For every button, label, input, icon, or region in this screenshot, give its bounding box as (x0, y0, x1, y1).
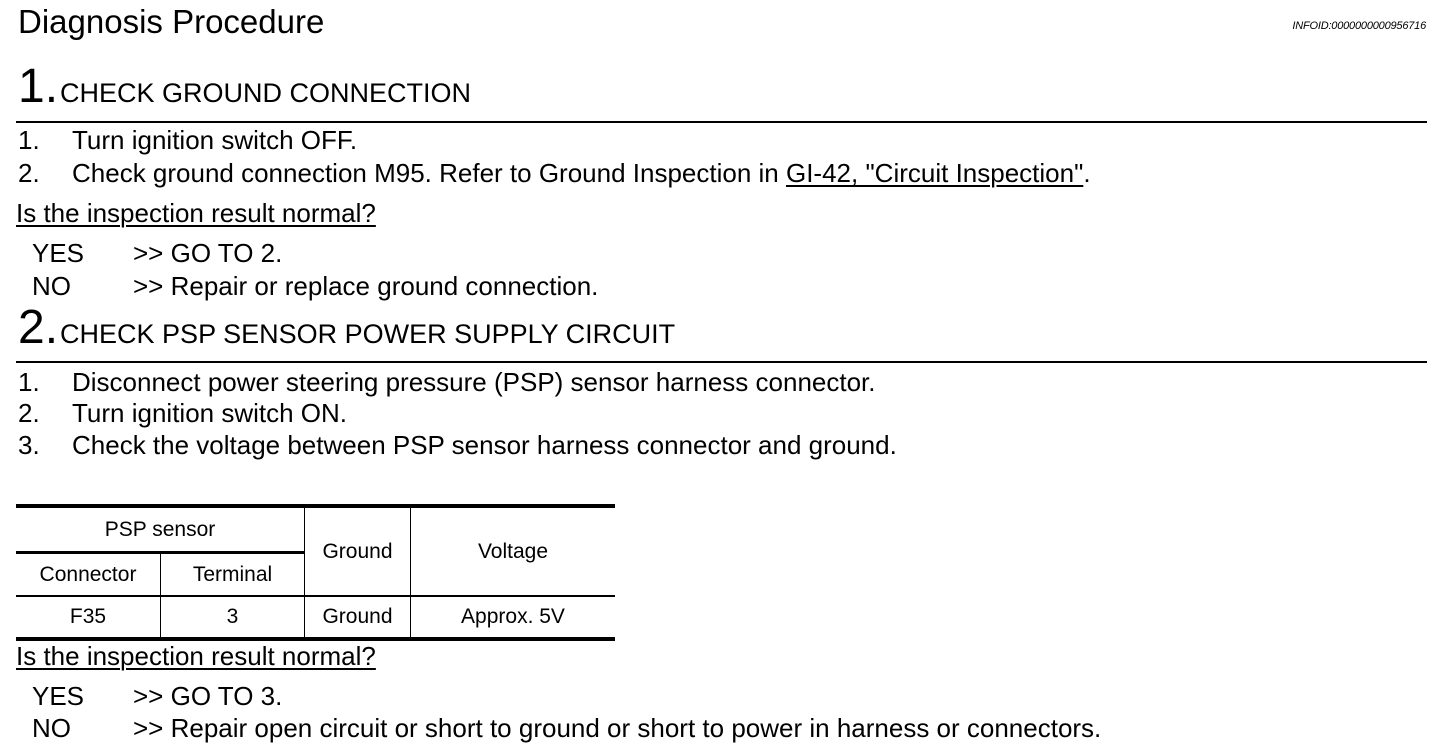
terminal-header: Terminal (161, 553, 305, 597)
answer-key: YES (32, 681, 85, 711)
step-1-item-1 (18, 124, 357, 156)
circuit-inspection-link[interactable]: GI-42, "Circuit Inspection" (785, 158, 1084, 188)
item-text: Turn ignition switch OFF. (72, 125, 358, 155)
voltage-header: Voltage (411, 506, 616, 596)
item-text: Disconnect power steering pressure (PSP) sensor harness connector. (72, 367, 876, 397)
step-1-answer-yes (32, 237, 282, 269)
step-2-item-3 (18, 429, 897, 461)
step-1-heading (18, 62, 471, 112)
step-1-item-2 (18, 157, 1091, 189)
step-2-item-1 (18, 366, 876, 398)
item-number: 1. (18, 125, 40, 155)
answer-value: >> Repair or replace ground connection. (133, 271, 599, 301)
voltage-cell: Approx. 5V (411, 596, 616, 639)
ground-cell: Ground (305, 596, 411, 639)
answer-value: >> GO TO 2. (133, 238, 283, 268)
step-2-heading (18, 303, 675, 353)
info-id: INFOID:0000000000956716 (1292, 20, 1426, 32)
step-2-answer-yes (32, 680, 282, 712)
answer-value: >> Repair open circuit or short to ground or short to power in harness or connectors. (133, 713, 1102, 743)
item-number: 3. (18, 430, 40, 460)
terminal-cell: 3 (161, 596, 305, 639)
voltage-spec-table (16, 504, 615, 641)
ground-header: Ground (305, 506, 411, 596)
step-2-question: Is the inspection result normal? (16, 641, 376, 671)
step-1-heading-text: CHECK GROUND CONNECTION (60, 78, 472, 108)
step-1-answer-no (32, 270, 598, 302)
psp-sensor-header: PSP sensor (16, 506, 305, 553)
step-1-divider (16, 121, 1427, 123)
answer-key: NO (32, 713, 71, 743)
step-1-question: Is the inspection result normal? (16, 198, 376, 228)
answer-key: YES (32, 238, 85, 268)
step-2-number: 2. (18, 301, 59, 354)
step-1-number: 1. (18, 60, 59, 113)
item-number: 2. (18, 398, 40, 428)
item-text: Check ground connection M95. Refer to Ground Inspection in (72, 158, 786, 188)
step-2-heading-text: CHECK PSP SENSOR POWER SUPPLY CIRCUIT (60, 319, 676, 349)
item-text: Check the voltage between PSP sensor harness connector and ground. (72, 430, 897, 460)
connector-header: Connector (16, 553, 161, 597)
connector-cell: F35 (16, 596, 161, 639)
item-text-end: . (1083, 158, 1091, 188)
step-2-answer-no (32, 712, 1101, 744)
step-2-item-2 (18, 397, 347, 429)
answer-value: >> GO TO 3. (133, 681, 283, 711)
item-text: Turn ignition switch ON. (72, 398, 348, 428)
item-number: 1. (18, 367, 40, 397)
page-title: Diagnosis Procedure (18, 3, 325, 40)
answer-key: NO (32, 271, 71, 301)
item-number: 2. (18, 158, 40, 188)
step-2-divider (16, 361, 1427, 363)
table-row (16, 596, 615, 639)
